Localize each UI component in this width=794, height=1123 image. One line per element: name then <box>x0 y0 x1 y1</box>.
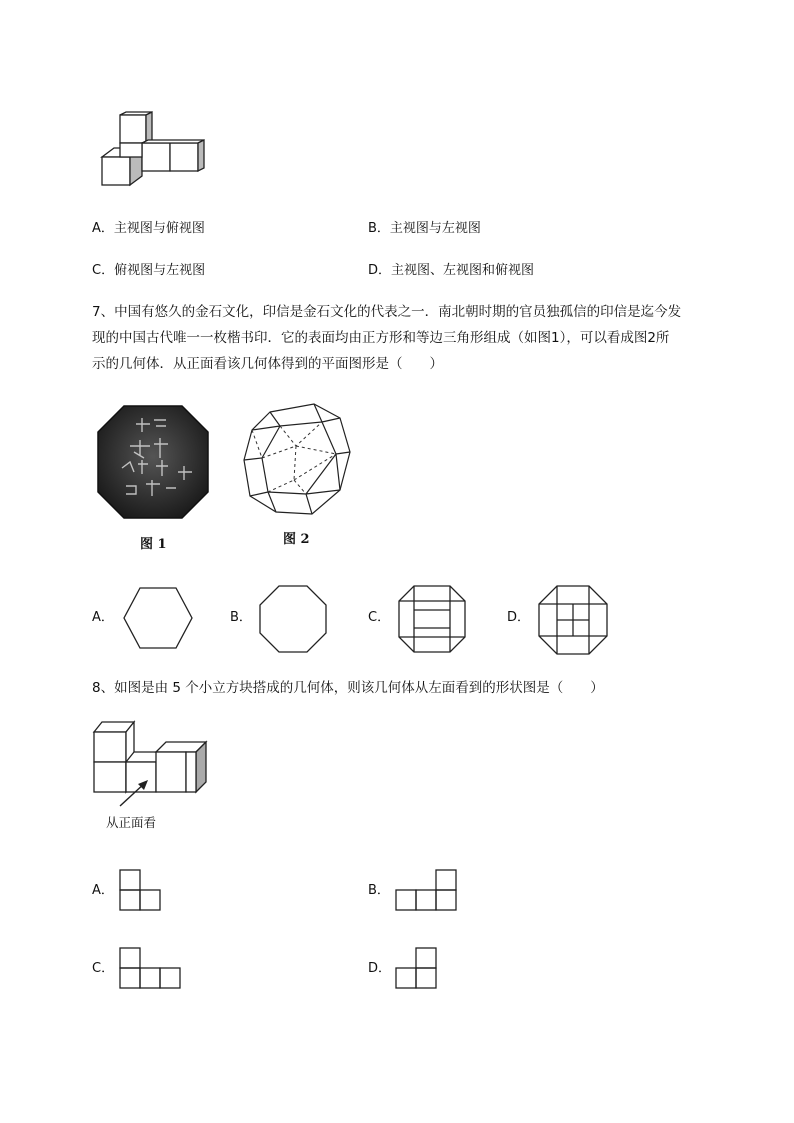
q8-option-a-shape <box>118 868 162 912</box>
q7-line-1: 7、中国有悠久的金石文化，印信是金石文化的代表之一．南北朝时期的官员独孤信的印信是迄今发 <box>92 304 682 320</box>
q6-option-b: B．主视图与左视图 <box>368 221 481 236</box>
q8-cube-figure <box>92 718 212 798</box>
q7-seal-photo <box>96 402 210 522</box>
q7-line-2: 现的中国古代唯一一枚楷书印．它的表面均由正方形和等边三角形组成（如图1），可以看成图2所 <box>92 330 670 346</box>
q6-option-c: C．俯视图与左视图 <box>92 263 206 278</box>
arrow-icon <box>116 778 152 808</box>
q7-option-a-label: A． <box>92 610 114 625</box>
q8-question-text: 8、如图是由 5 个小立方块搭成的几何体，则该几何体从左面看到的形状图是（ ） <box>92 680 604 696</box>
q8-option-c-shape <box>118 946 182 990</box>
q8-option-b-label: B． <box>368 883 390 898</box>
q8-option-d-label: D． <box>368 961 392 976</box>
q7-line-3: 示的几何体．从正面看该几何体得到的平面图形是（ ） <box>92 356 443 372</box>
q7-figure1-caption: 图 1 <box>140 537 167 552</box>
q7-option-b-octagon <box>258 584 328 654</box>
q8-view-label: 从正面看 <box>106 815 157 830</box>
q6-option-d: D．主视图、左视图和俯视图 <box>368 263 535 278</box>
q7-figure2-caption: 图 2 <box>283 532 310 547</box>
q8-option-d-shape <box>394 946 438 990</box>
q7-option-d-label: D． <box>507 610 531 625</box>
q7-option-c-label: C． <box>368 610 391 625</box>
q7-option-a-hexagon <box>122 586 194 650</box>
q6-cube-figure <box>98 112 208 192</box>
q8-option-b-shape <box>394 868 458 912</box>
q6-option-a: A．主视图与俯视图 <box>92 221 205 236</box>
q8-option-a-label: A． <box>92 883 114 898</box>
q7-polyhedron-figure <box>240 400 354 518</box>
q7-option-b-label: B． <box>230 610 252 625</box>
q7-question-text <box>92 299 742 377</box>
q7-option-d-octagon-grid <box>537 584 609 656</box>
q8-option-c-label: C． <box>92 961 115 976</box>
q7-option-c-octagon-lines <box>397 584 467 654</box>
